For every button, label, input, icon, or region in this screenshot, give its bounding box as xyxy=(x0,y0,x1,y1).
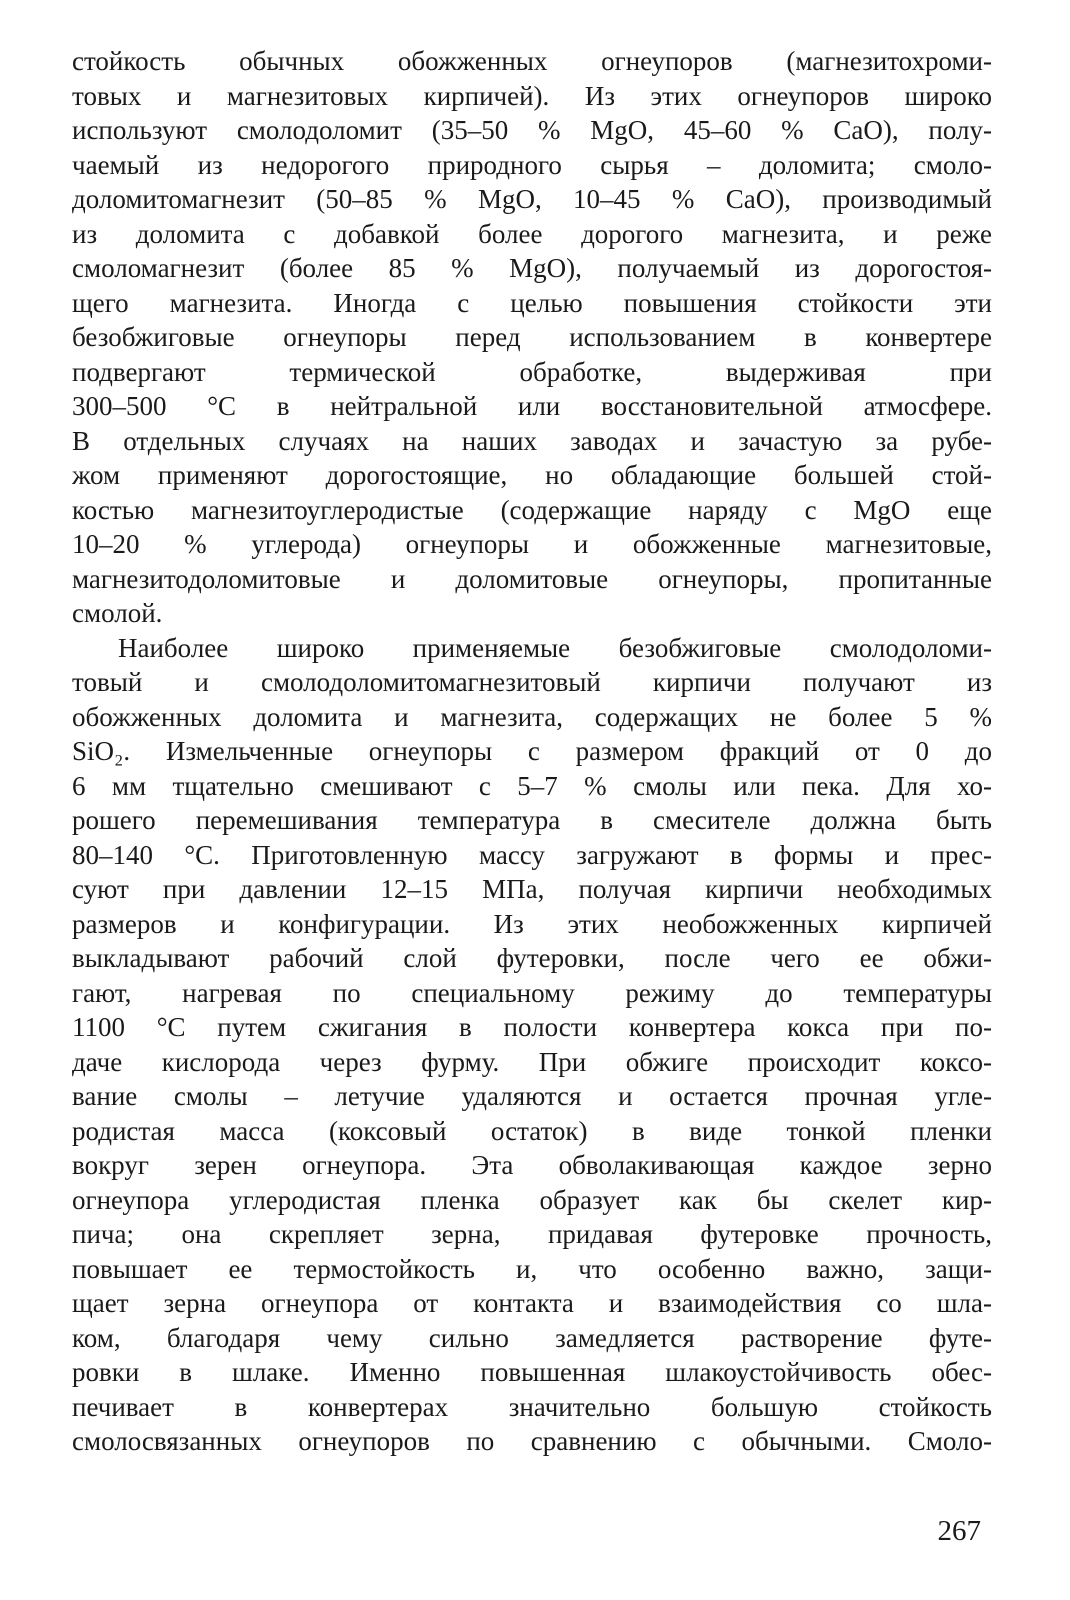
text-line: обожженных доломита и магнезита, содержащих не более 5 % xyxy=(72,701,992,732)
text-line: огнеупора углеродистая пленка образует как бы скелет кир- xyxy=(72,1184,992,1215)
text-line: ком, благодаря чему сильно замедляется растворение футе- xyxy=(72,1322,992,1353)
text-line: из доломита с добавкой более дорогого магнезита, и реже xyxy=(72,218,992,249)
text-line: товый и смолодоломитомагнезитовый кирпичи получают из xyxy=(72,667,992,697)
text-line: повышает ее термостойкость и, что особенно важно, защи- xyxy=(72,1253,992,1284)
text-line: печивает в конвертерах значительно большую стойкость xyxy=(72,1391,992,1422)
text-line: щает зерна огнеупора от контакта и взаимодействия со шла- xyxy=(72,1288,992,1318)
page-number: 267 xyxy=(937,1515,981,1547)
text-line: подвергают термической обработке, выдерживая при xyxy=(72,356,992,387)
text-line: 1100 °С путем сжигания в полости конвертера кокса при по- xyxy=(72,1012,992,1042)
text-line: костью магнезитоуглеродистые (содержащие наряду с MgO еще xyxy=(72,494,992,525)
text-line: 10–20 % углерода) огнеупоры и обожженные магнезитовые, xyxy=(72,529,992,559)
text-line: 300–500 °С в нейтральной или восстановительной атмосфере. xyxy=(72,391,992,421)
text-line: гают, нагревая по специальному режиму до температуры xyxy=(72,977,992,1008)
text-line: безобжиговые огнеупоры перед использованием в конвертере xyxy=(72,322,992,352)
text-line: ровки в шлаке. Именно повышенная шлакоустойчивость обес- xyxy=(72,1357,992,1387)
text-line: рошего перемешивания температура в смесителе должна быть xyxy=(72,805,992,835)
paragraph xyxy=(72,44,992,631)
text-line: выкладывают рабочий слой футеровки, после чего ее обжи- xyxy=(72,943,992,973)
paragraph xyxy=(72,631,992,1459)
text-line: стойкость обычных обожженных огнеупоров (магнезитохроми- xyxy=(72,46,992,76)
text-line: даче кислорода через фурму. При обжиге происходит коксо- xyxy=(72,1046,992,1077)
text-line: 80–140 °С. Приготовленную массу загружают в формы и прес- xyxy=(72,839,992,870)
text-line: товых и магнезитовых кирпичей). Из этих огнеупоров широко xyxy=(72,80,992,111)
text-line: родистая масса (коксовый остаток) в виде тонкой пленки xyxy=(72,1115,992,1146)
text-line: вокруг зерен огнеупора. Эта обволакивающая каждое зерно xyxy=(72,1150,992,1180)
text-line: смолой. xyxy=(72,598,163,628)
text-line: В отдельных случаях на наших заводах и зачастую за рубе- xyxy=(72,425,992,456)
text-line: магнезитодоломитовые и доломитовые огнеупоры, пропитанные xyxy=(72,563,992,594)
text-line: щего магнезита. Иногда с целью повышения стойкости эти xyxy=(72,287,992,318)
page-body xyxy=(72,44,992,1459)
text-line: суют при давлении 12–15 МПа, получая кирпичи необходимых xyxy=(72,874,992,904)
text-line: смолосвязанных огнеупоров по сравнению с обычными. Смоло- xyxy=(72,1426,992,1456)
text-line: жом применяют дорогостоящие, но обладающие большей стой- xyxy=(72,460,992,490)
text-line: SiO₂. Измельченные огнеупоры с размером фракций от 0 до xyxy=(72,736,992,766)
text-line: смоломагнезит (более 85 % MgO), получаемый из дорогостоя- xyxy=(72,253,992,283)
text-line: 6 мм тщательно смешивают с 5–7 % смолы или пека. Для хо- xyxy=(72,770,992,801)
text-line: пича; она скрепляет зерна, придавая футеровке прочность, xyxy=(72,1219,992,1249)
text-line: вание смолы – летучие удаляются и остается прочная угле- xyxy=(72,1081,992,1111)
text-line: чаемый из недорогого природного сырья – доломита; смоло- xyxy=(72,149,992,180)
text-line: размеров и конфигурации. Из этих необожженных кирпичей xyxy=(72,908,992,939)
text-line: Наиболее широко применяемые безобжиговые смолодоломи- xyxy=(118,632,992,663)
text-line: доломитомагнезит (50–85 % MgO, 10–45 % CaO), производимый xyxy=(72,184,992,214)
text-line: используют смолодоломит (35–50 % MgO, 45–60 % CaO), полу- xyxy=(72,115,992,145)
